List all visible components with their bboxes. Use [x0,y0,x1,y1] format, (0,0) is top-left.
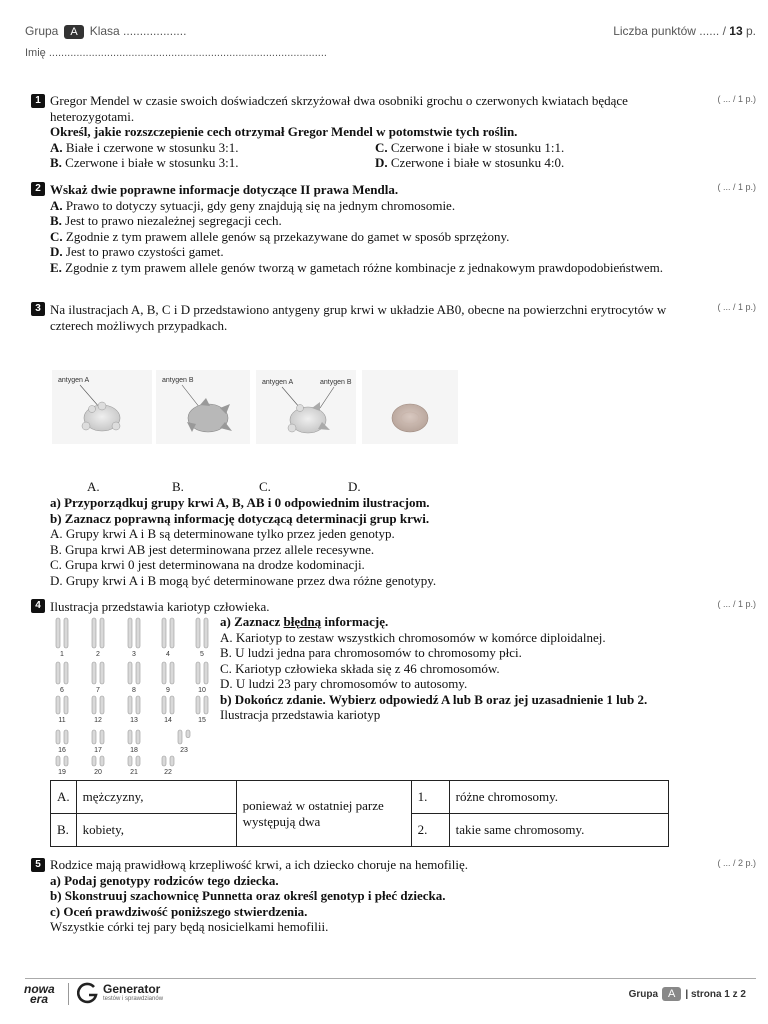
cell-r2-label[interactable]: B. [51,814,77,847]
cell-r2-reason[interactable]: takie same chromosomy. [449,814,668,847]
chromosome-16b [64,730,68,744]
chromosome-19b [64,756,68,766]
question-1: Gregor Mendel w czasie swoich doświadczeń skrzyżował dwa osobniki grochu o czerwonych kwiatach będące heterozygotami. Określ, jakie rozszczepienie cech otrzymał Gregor Mendel w potomstwie tych roślin. A. Białe i czerwone w stosunku 3:1. C. Czerwone i białe w stosunku 1:1. B. Czerwone i białe w stosunku 3:1. D. Czerwone i białe w stosunku 4:0. [50,93,700,171]
karyotype-label-17: 17 [94,747,102,754]
blood-antigen-illustration [50,368,470,448]
footer-logo-divider [68,983,69,1005]
question-points-3: ( ... / 1 p.) [717,302,756,312]
question-number-3: 3 [31,302,45,316]
chromosome-17b [100,730,104,744]
chromosome-4a [162,618,166,648]
cell-r1-num[interactable]: 1. [411,781,449,814]
chromosome-13b [136,696,140,714]
q4-option-b[interactable]: B. U ludzi jedna para chromosomów to chromosomy płci. [220,645,522,660]
karyotype-label-11: 11 [58,717,66,724]
chromosome-21b [136,756,140,766]
chromosome-22b [170,756,174,766]
chromosome-16a [56,730,60,744]
chromosome-7b [100,662,104,684]
fig-letter-b: B. [172,479,184,494]
footer-page-info: Grupa A | strona 1 z 2 [628,988,746,1000]
q2-option-e[interactable]: E. Zgodnie z tym prawem allele genów tworzą w gametach różne kombinacje z jednakowym prawdopodobieństwem. [50,259,663,275]
chromosome-14b [170,696,174,714]
question-number-1: 1 [31,94,45,108]
q2-option-b[interactable]: B. Jest to prawo niezależnej segregacji cech. [50,213,282,228]
karyotype-label-14: 14 [164,717,172,724]
chromosome-7a [92,662,96,684]
cell-r1-label[interactable]: A. [51,781,77,814]
chromosome-5a [196,618,200,648]
group-badge: A [64,25,83,39]
name-field[interactable]: Imię ........................................................................................... [25,47,327,59]
karyotype-label-21: 21 [130,769,138,776]
cell-r2-num[interactable]: 2. [411,814,449,847]
q3-option-b[interactable]: B. Grupa krwi AB jest determinowana przez allele recesywne. [50,541,375,557]
chromosome-19a [56,756,60,766]
cell-r1-value[interactable]: mężczyzny, [76,781,236,814]
generator-icon [77,982,99,1004]
chromosome-2b [100,618,104,648]
q2-option-c[interactable]: C. Zgodnie z tym prawem allele genów są przekazywane do gamet w sposób sprzężony. [50,228,510,244]
karyotype-label-10: 10 [198,687,206,694]
chromosome-8a [128,662,132,684]
question-points-4: ( ... / 1 p.) [717,599,756,609]
karyotype-label-20: 20 [94,769,102,776]
question-3-intro: Na ilustracjach A, B, C i D przedstawiono antygeny grup krwi w układzie AB0, obecne na powierzchni erytrocytów w czterech możliwych przypadkach. [50,302,667,333]
q1-option-b[interactable]: B. Czerwone i białe w stosunku 3:1. [50,155,239,170]
generator-logo: Generator testów i sprawdzianów [103,982,164,1002]
q4-option-d[interactable]: D. U ludzi 23 pary chromosomów to autosomy. [220,676,468,691]
chromosome-10b [204,662,208,684]
chromosome-17a [92,730,96,744]
question-number-4: 4 [31,599,45,613]
chromosome-15b [204,696,208,714]
q4-answer-table [50,780,669,847]
chromosome-4b [170,618,174,648]
question-3-tasks: a) Przyporządkuj grupy krwi A, B, AB i 0 odpowiednim ilustracjom. b) Zaznacz poprawną informację dotyczącą determinacji grup krwi. A. Grupy krwi A i B są determinowane tylko przez jeden genotyp. B. Grupa krwi AB jest determinowana przez allele recesywne. C. Grupa krwi 0 jest determinowana na drodze kodominacji. D. Grupy krwi A i B mogą być determinowane przez dwa różne genotypy. [50,495,700,588]
chromosome-23b [186,730,190,738]
chromosome-21a [128,756,132,766]
chromosome-10a [196,662,200,684]
label-antigen-b: antygen B [162,377,194,384]
label-antigen-c1: antygen A [262,379,294,386]
q1-option-a[interactable]: A. Białe i czerwone w stosunku 3:1. [50,139,239,155]
karyotype-label-12: 12 [94,717,102,724]
question-5: Rodzice mają prawidłową krzepliwość krwi, a ich dziecko choruje na hemofilię. a) Podaj genotypy rodziców tego dziecka. b) Skonstruuj szachownicę Punnetta oraz określ genotyp i płeć dziecka. c) Oceń prawdziwość poniższego stwierdzenia. Wszystkie córki tej pary będą nosicielkami hemofilii. [50,857,469,934]
fig-letter-d: D. [348,479,361,494]
q2-option-a[interactable]: A. Prawo to dotyczy sytuacji, gdy geny znajdują się na jednym chromosomie. [50,197,456,213]
karyotype-label-8: 8 [132,687,136,694]
header-group: Grupa A Klasa ................... [25,24,187,38]
cell-d [392,404,428,432]
chromosome-8b [136,662,140,684]
fig-letter-c: C. [259,479,271,494]
q4-option-a[interactable]: A. Kariotyp to zestaw wszystkich chromosomów w komórce diploidalnej. [220,629,606,645]
karyotype-label-23: 23 [180,747,188,754]
karyotype-label-3: 3 [132,651,136,658]
q3-option-c[interactable]: C. Grupa krwi 0 jest determinowana na drodze kodominacji. [50,557,365,572]
chromosome-11b [64,696,68,714]
chromosome-22a [162,756,166,766]
q2-option-d[interactable]: D. Jest to prawo czystości gamet. [50,244,224,259]
footer-group-badge: A [662,987,681,1001]
chromosome-11a [56,696,60,714]
chromosome-3b [136,618,140,648]
q4-option-c[interactable]: C. Kariotyp człowieka składa się z 46 chromosomów. [220,660,500,676]
nowa-era-logo: nowa era [24,982,55,1006]
question-points-2: ( ... / 1 p.) [717,182,756,192]
karyotype-label-4: 4 [166,651,170,658]
points-total: Liczba punktów ...... / 13 p. [613,24,756,38]
karyotype-label-22: 22 [164,769,172,776]
footer-divider [25,978,756,979]
chromosome-13a [128,696,132,714]
question-2: Wskaż dwie poprawne informacje dotyczące II prawa Mendla. A. Prawo to dotyczy sytuacji, gdy geny znajdują się na jednym chromosomie. B. Jest to prawo niezależnej segregacji cech. C. Zgodnie z tym prawem allele genów są przekazywane do gamet w sposób sprzężony. D. Jest to prawo czystości gamet. E. Zgodnie z tym prawem allele genów tworzą w gametach różne kombinacje z jednakowym prawdopodobieństwem. [50,182,700,275]
chromosome-15a [196,696,200,714]
chromosome-12b [100,696,104,714]
question-points-1: ( ... / 1 p.) [717,94,756,104]
chromosome-18b [136,730,140,744]
chromosome-5b [204,618,208,648]
karyotype-label-6: 6 [60,687,64,694]
q3-option-d[interactable]: D. Grupy krwi A i B mogą być determinowane przez dwa różne genotypy. [50,572,437,588]
karyotype-label-7: 7 [96,687,100,694]
karyotype-label-9: 9 [166,687,170,694]
q1-option-c[interactable]: C. Czerwone i białe w stosunku 1:1. [375,139,565,155]
chromosome-23a [178,730,182,744]
karyotype-label-1: 1 [60,651,64,658]
label-antigen-c2: antygen B [320,379,352,386]
chromosome-9a [162,662,166,684]
q1-option-d[interactable]: D. Czerwone i białe w stosunku 4:0. [375,155,565,170]
karyotype-label-15: 15 [198,717,206,724]
chromosome-12a [92,696,96,714]
chromosome-18a [128,730,132,744]
chromosome-6a [56,662,60,684]
question-points-5: ( ... / 2 p.) [717,858,756,868]
fig-letter-a: A. [87,479,100,494]
cell-r1-reason[interactable]: różne chromosomy. [449,781,668,814]
karyotype-figure [50,614,220,780]
cell-r2-value[interactable]: kobiety, [76,814,236,847]
question-4-tasks: a) Zaznacz błędną informację. A. Kariotyp to zestaw wszystkich chromosomów w komórce diploidalnej. B. U ludzi jedna para chromosomów to chromosomy płci. C. Kariotyp człowieka składa się z 46 chromosomów. D. U ludzi 23 pary chromosomów to autosomy. b) Dokończ zdanie. Wybierz odpowiedź A lub B oraz jej uzasadnienie 1 lub 2. Ilustracja przedstawia kariotyp [220,614,690,723]
chromosome-6b [64,662,68,684]
class-field[interactable]: Klasa ................... [89,24,187,38]
karyotype-label-5: 5 [200,651,204,658]
karyotype-label-16: 16 [58,747,66,754]
chromosome-3a [128,618,132,648]
karyotype-label-2: 2 [96,651,100,658]
chromosome-14a [162,696,166,714]
chromosome-20a [92,756,96,766]
karyotype-label-19: 19 [58,769,66,776]
chromosome-1a [56,618,60,648]
label-antigen-a: antygen A [58,377,90,384]
question-number-5: 5 [31,858,45,872]
question-number-2: 2 [31,182,45,196]
chromosome-9b [170,662,174,684]
karyotype-label-18: 18 [130,747,138,754]
chromosome-1b [64,618,68,648]
karyotype-label-13: 13 [130,717,138,724]
chromosome-20b [100,756,104,766]
question-4-intro: Ilustracja przedstawia kariotyp człowieka. [50,599,270,614]
chromosome-2a [92,618,96,648]
q3-option-a[interactable]: A. Grupy krwi A i B są determinowane tylko przez jeden genotyp. [50,526,395,541]
cell-mid: ponieważ w ostatniej parze występują dwa [236,781,411,847]
